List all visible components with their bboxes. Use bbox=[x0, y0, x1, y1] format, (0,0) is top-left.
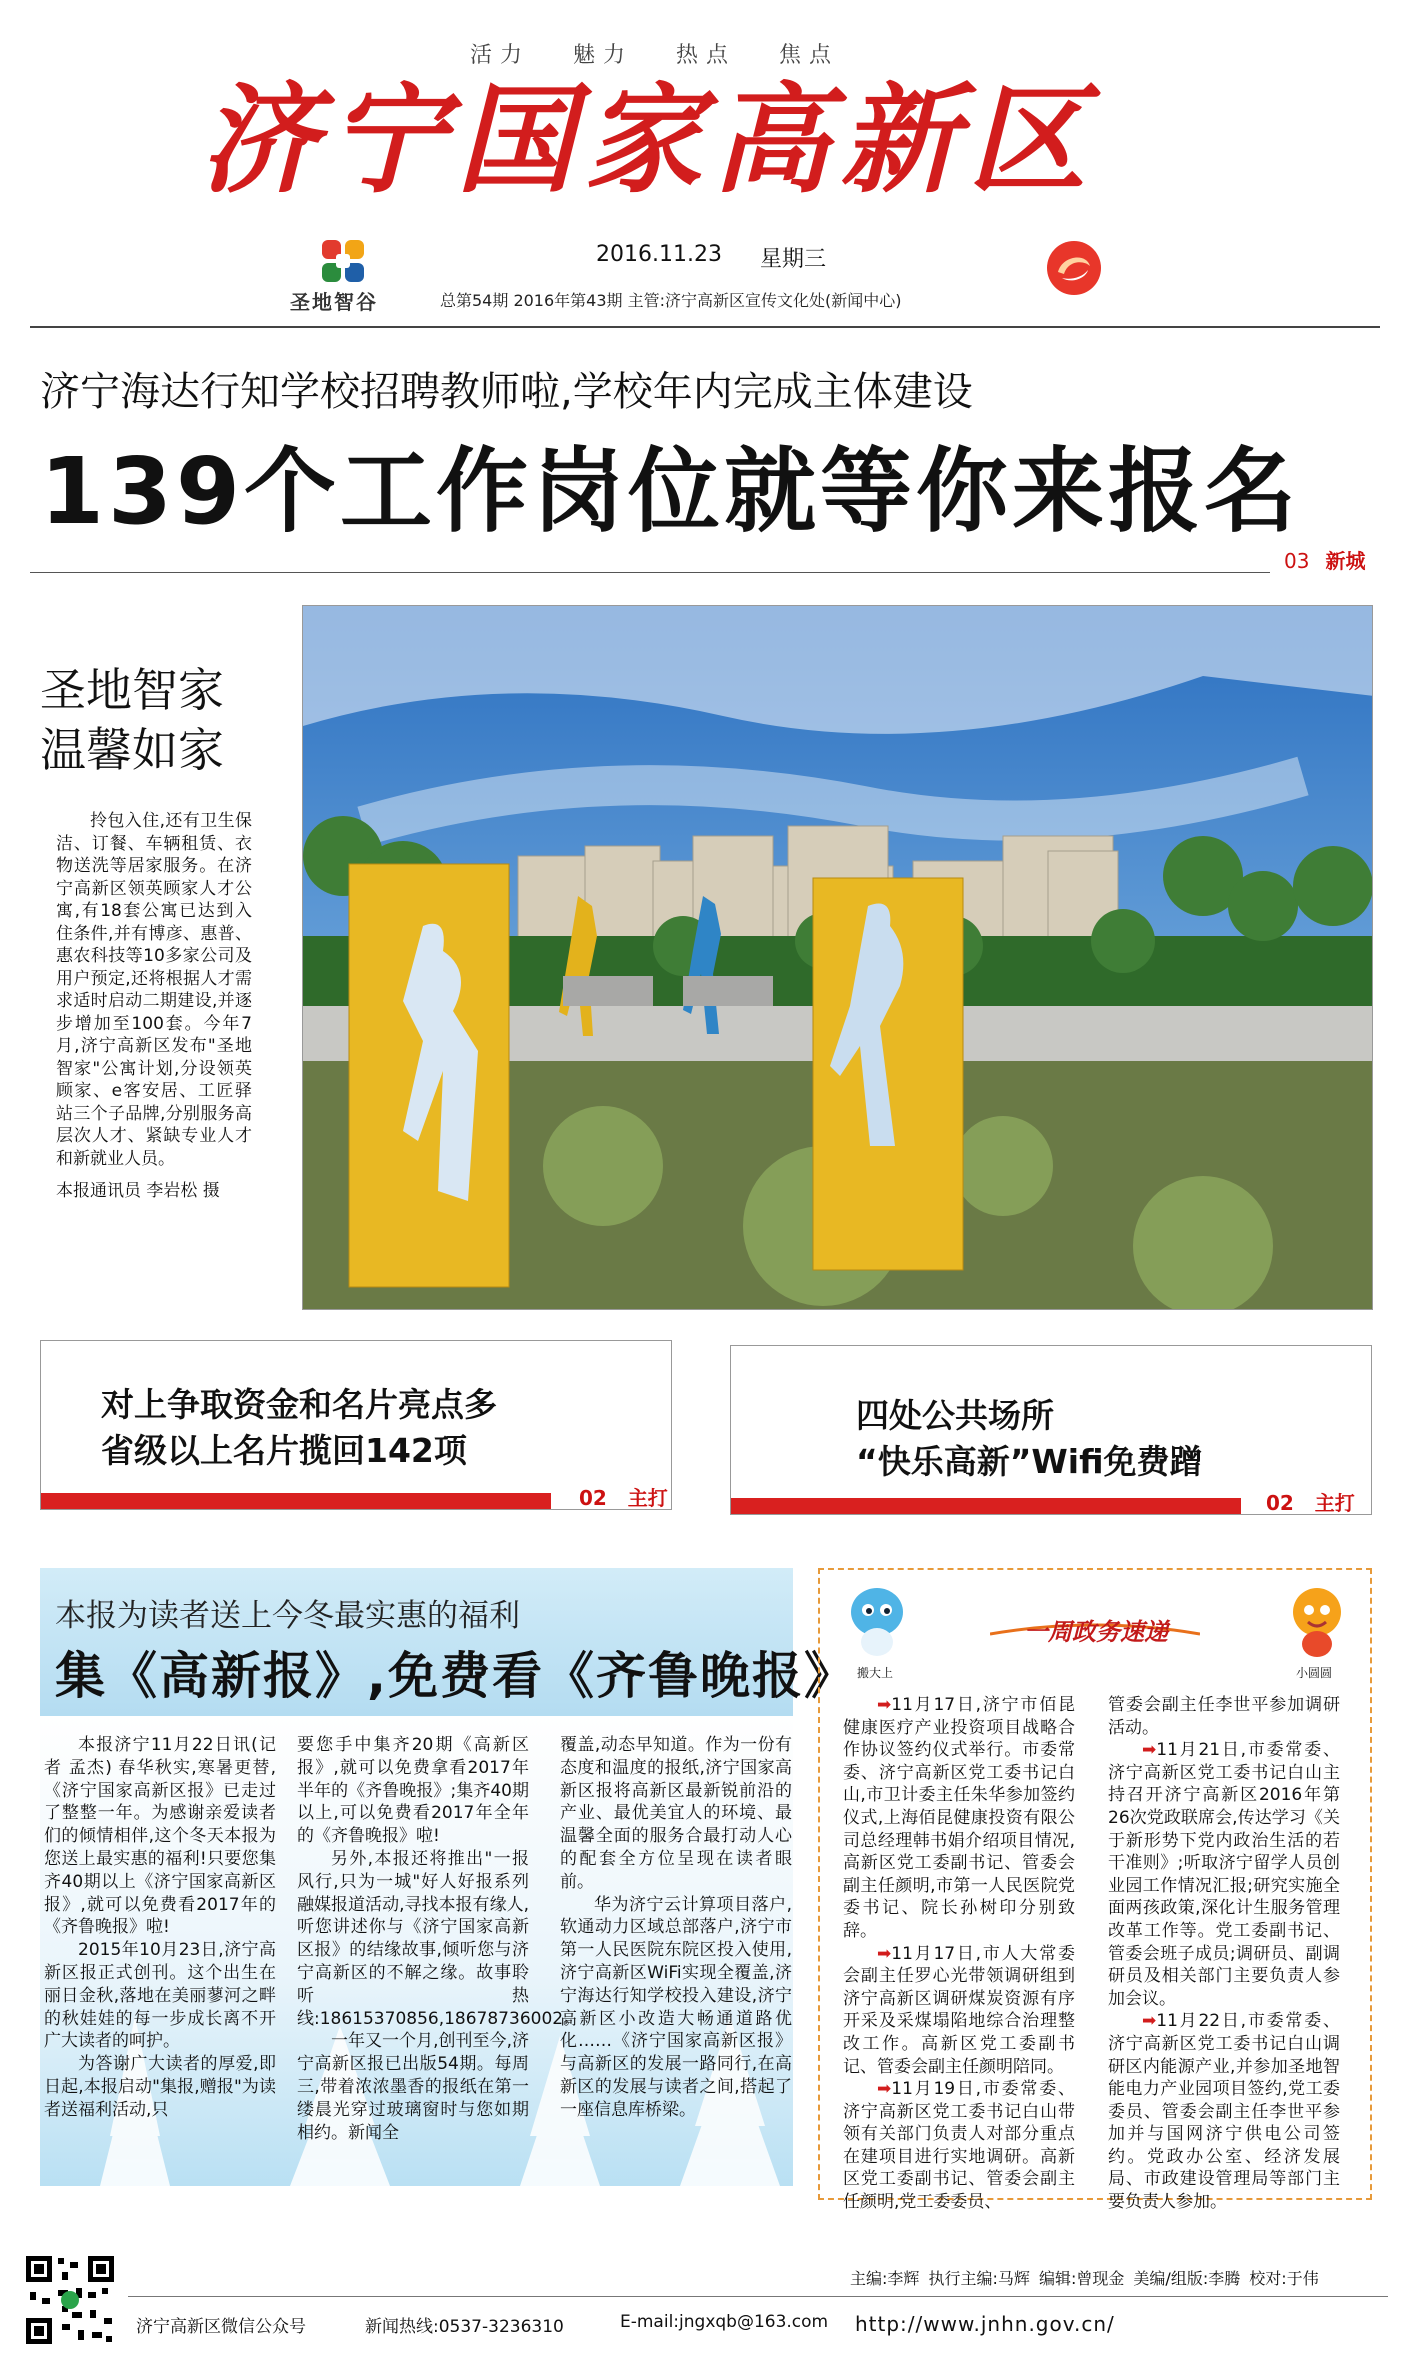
masthead-rule bbox=[30, 326, 1380, 328]
footer-hotline: 新闻热线:0537-3236310 bbox=[365, 2317, 564, 2337]
paragraph: 华为济宁云计算项目落户,软通动力区域总部落户,济宁市第一人民医院东院区投入使用,济宁高新区WiFi实现全覆盖,济宁海达行知学校投入建设,济宁高新区小改造大畅通道路优化……《济宁国家高新区报》与高新区的发展一路同行,在高新区的发展与读者之间,搭起了一座信息库桥梁。 bbox=[560, 1894, 792, 2120]
news-item: ➡11月21日,市委常委、济宁高新区党工委书记白山主持召开济宁高新区2016年第26次党政联席会,传达学习《关于新形势下党内政治生活的若干准则》;听取济宁留学人员创业园工作情况汇报;研究实施全面两孩政策,深化计生服务管理改革工作等。党工委副书记、管委会班子成员;调研员、副调研员及相关部门主要负责人参加会议。 bbox=[1108, 1740, 1340, 2009]
news-item: ➡11月17日,济宁市佰昆健康医疗产业投资项目战略合作协议签约仪式举行。市委常委、济宁高新区党工委书记白山,市卫计委主任朱华参加签约仪式,上海佰昆健康投资有限公司总经理韩书娟介绍项目情况,高新区党工委副书记、管委会副主任颜明,市第一人民医院党委书记、院长孙树印分别致辞。 bbox=[843, 1695, 1075, 1941]
paragraph: 2015年10月23日,济宁高新区报正式创刊。这个出生在丽日金秋,落地在美丽蓼河之畔的秋娃娃的每一步成长离不开广大读者的呵护。 bbox=[44, 1940, 276, 2052]
feature-title-line2: 温馨如家 bbox=[40, 723, 224, 777]
promo-page-ref: 02 主打 bbox=[579, 1486, 668, 1510]
mascot-right-label: 小圆圆 bbox=[1296, 1666, 1333, 1680]
paragraph: 另外,本报还将推出"一报风行,只为一城"好人好报系列融媒报道活动,寻找本报有缘人,听您讲述你与《济宁国家高新区报》的结缘故事,倾听您与济宁高新区的不解之缘。故事聆听热线:18615370856,18678736002。 bbox=[297, 1848, 581, 2029]
arrow-icon: ➡ bbox=[1142, 2011, 1157, 2032]
footer-rule bbox=[128, 2296, 1388, 2297]
news-item: ➡11月19日,市委常委、济宁高新区党工委书记白山带领有关部门负责人对部分重点在建项目进行实地调研。高新区党工委副书记、管委会副主任颜明,党工委委员、 bbox=[843, 2079, 1075, 2213]
promo-line2: “快乐高新”Wifi免费蹭 bbox=[856, 1442, 1203, 1481]
feature-credit: 本报通讯员 李岩松 摄 bbox=[56, 1181, 220, 1201]
sponsor-logo-icon bbox=[1044, 238, 1104, 298]
mascot-left-icon bbox=[842, 1582, 912, 1662]
brand-name: 圣地智谷 bbox=[290, 290, 378, 314]
promo-line2: 省级以上名片揽回142项 bbox=[101, 1431, 467, 1470]
editorial-credits: 主编:李辉 执行主编:马辉 编辑:曾现金 美编/组版:李腾 校对:于伟 bbox=[850, 2269, 1319, 2288]
promo-bar bbox=[41, 1493, 551, 1509]
paragraph: 一年又一个月,创刊至今,济宁高新区报已出版54期。每周三,带着浓浓墨香的报纸在第一缕晨光穿过玻璃窗时与您如期相约。新闻全 bbox=[297, 2031, 529, 2143]
arrow-icon: ➡ bbox=[877, 1943, 892, 1964]
weekly-column-1 bbox=[843, 1694, 1075, 2214]
promo-bar bbox=[731, 1498, 1241, 1514]
arrow-icon: ➡ bbox=[1142, 1740, 1157, 1761]
lead-page-ref: 03 新城 bbox=[1284, 549, 1366, 573]
lead-kicker: 济宁海达行知学校招聘教师啦,学校年内完成主体建设 bbox=[40, 369, 973, 415]
weekly-column-2 bbox=[1108, 1694, 1340, 2214]
masthead-slogan: 活力 魅力 热点 焦点 bbox=[470, 43, 839, 68]
paragraph: 为答谢广大读者的厚爱,即日起,本报启动"集报,赠报"为读者送福利活动,只 bbox=[44, 2054, 276, 2120]
feature-photo bbox=[302, 605, 1373, 1310]
welfare-column-2 bbox=[297, 1734, 581, 2144]
promo-box-funding[interactable] bbox=[40, 1340, 672, 1510]
news-item: 管委会副主任李世平参加调研活动。 bbox=[1108, 1695, 1340, 1738]
weekly-title: 一周政务速递 bbox=[1024, 1618, 1168, 1646]
footer-wechat: 济宁高新区微信公众号 bbox=[136, 2317, 306, 2337]
issue-date: 2016.11.23 bbox=[596, 242, 722, 267]
promo-box-wifi[interactable] bbox=[730, 1345, 1372, 1515]
footer-email[interactable]: E-mail:jngxqb@163.com bbox=[620, 2312, 829, 2332]
welfare-column-1 bbox=[44, 1734, 276, 2122]
welfare-title: 集《高新报》,免费看《齐鲁晚报》 bbox=[55, 1647, 856, 1705]
issue-info: 总第54期 2016年第43期 主管:济宁高新区宣传文化处(新闻中心) bbox=[440, 291, 902, 310]
lead-headline: 139个工作岗位就等你来报名 bbox=[40, 438, 1301, 545]
welfare-subtitle: 本报为读者送上今冬最实惠的福利 bbox=[55, 1598, 520, 1634]
promo-line1: 对上争取资金和名片亮点多 bbox=[101, 1385, 497, 1424]
paragraph: 本报济宁11月22日讯(记者 孟杰) 春华秋实,寒暑更替,《济宁国家高新区报》已走过了整整一年。为感谢亲爱读者们的倾情相伴,这个冬天本报为您送上最实惠的福利!只要您集齐40期以上《济宁国家高新区报》,就可以免费看2017年的《齐鲁晚报》啦! bbox=[44, 1735, 276, 1938]
paragraph: 覆盖,动态早知道。作为一份有态度和温度的报纸,济宁国家高新区报将高新区最新锐前沿的产业、最优美宜人的环境、最温馨全面的服务合最打动人心的配套全方位呈现在读者眼前。 bbox=[560, 1735, 792, 1892]
welfare-column-3 bbox=[560, 1734, 792, 2122]
lead-rule bbox=[30, 572, 1270, 573]
feature-title-line1: 圣地智家 bbox=[40, 663, 224, 717]
promo-page-ref: 02 主打 bbox=[1266, 1491, 1355, 1515]
mascot-right-icon bbox=[1282, 1582, 1352, 1662]
brand-logo-icon bbox=[320, 238, 366, 284]
issue-weekday: 星期三 bbox=[760, 247, 827, 272]
paragraph: 要您手中集齐20期《高新区报》,就可以免费拿看2017年半年的《齐鲁晚报》;集齐40期以上,可以免费看2017年全年的《齐鲁晚报》啦! bbox=[297, 1735, 529, 1847]
qr-code-icon[interactable] bbox=[22, 2252, 118, 2348]
arrow-icon: ➡ bbox=[877, 1695, 892, 1715]
mascot-left-label: 搬大上 bbox=[857, 1666, 894, 1680]
newspaper-title: 济宁国家高新区 bbox=[200, 70, 1097, 209]
news-item: ➡11月17日,市人大常委会副主任罗心光带领调研组到济宁高新区调研煤炭资源有序开采及采煤塌陷地综合治理整改工作。高新区党工委副书记、管委会副主任颜明陪同。 bbox=[843, 1943, 1075, 2077]
arrow-icon: ➡ bbox=[877, 2079, 892, 2100]
promo-line1: 四处公共场所 bbox=[856, 1396, 1054, 1435]
feature-body: 拎包入住,还有卫生保洁、订餐、车辆租赁、衣物送洗等居家服务。在济宁高新区领英顾家人才公寓,有18套公寓已达到入住条件,并有博彦、惠普、惠农科技等10多家公司及用户预定,还将根据人才需求适时启动二期建设,并逐步增加至100套。今年7月,济宁高新区发布"圣地智家"公寓计划,分设领英顾家、e客安居、工匠驿站三个子品牌,分别服务高层次人才、紧缺专业人才和新就业人员。 bbox=[56, 811, 252, 1169]
feature-title bbox=[40, 660, 224, 780]
footer-website-link[interactable]: http://www.jnhn.gov.cn/ bbox=[855, 2312, 1115, 2336]
news-item: ➡11月22日,市委常委、济宁高新区党工委书记白山调研区内能源产业,并参加圣地智能电力产业园项目签约,党工委委员、管委会副主任李世平参加并与国网济宁供电公司签约。党政办公室、经济发展局、市政建设管理局等部门主要负责人参加。 bbox=[1108, 2011, 1340, 2213]
